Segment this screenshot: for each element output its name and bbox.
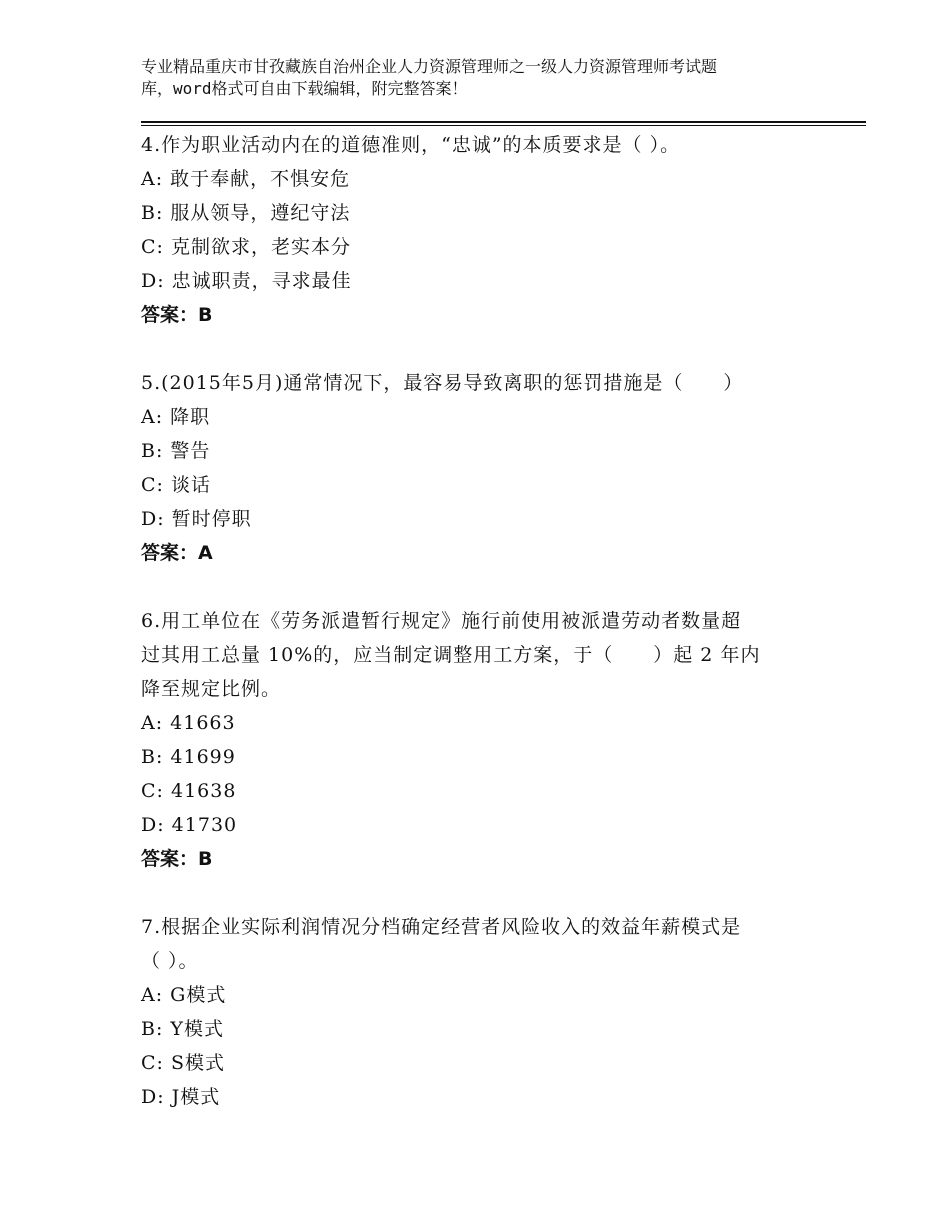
header-line-1: 专业精品重庆市甘孜藏族自治州企业人力资源管理师之一级人力资源管理师考试题 <box>141 57 718 76</box>
stem-line: 4.作为职业活动内在的道德准则，“忠诚”的本质要求是（ ）。 <box>141 134 681 156</box>
question-7 <box>141 910 821 1114</box>
option-d: D: J模式 <box>141 1086 221 1108</box>
question-stem <box>141 910 821 978</box>
answer-label: 答案：A <box>141 542 213 564</box>
option-a: A: 降职 <box>141 406 211 428</box>
stem-line: 5.(2015年5月)通常情况下，最容易导致离职的惩罚措施是（ ） <box>141 372 744 394</box>
stem-line: 降至规定比例。 <box>141 678 282 700</box>
option-c: C: 谈话 <box>141 474 211 496</box>
option-c: C: 克制欲求，老实本分 <box>141 236 351 258</box>
option-d: D: 暂时停职 <box>141 508 252 530</box>
header-rule-thin <box>141 125 866 126</box>
header-rule-thick <box>141 121 866 123</box>
stem-line: 6.用工单位在《劳务派遣暂行规定》施行前使用被派遣劳动者数量超 <box>141 610 742 632</box>
option-b: B: 41699 <box>141 746 236 768</box>
answer-label: 答案：B <box>141 304 213 326</box>
question-6 <box>141 604 821 876</box>
answer-label: 答案：B <box>141 848 213 870</box>
option-a: A: 敢于奉献，不惧安危 <box>141 168 351 190</box>
stem-line: 7.根据企业实际利润情况分档确定经营者风险收入的效益年薪模式是 <box>141 916 742 938</box>
question-5 <box>141 366 821 570</box>
option-b: B: 警告 <box>141 440 211 462</box>
question-stem <box>141 366 821 400</box>
question-list <box>141 128 821 1114</box>
option-a: A: G模式 <box>141 984 227 1006</box>
question-stem <box>141 604 821 706</box>
option-d: D: 41730 <box>141 814 238 836</box>
stem-line: （ ）。 <box>141 950 199 972</box>
option-b: B: Y模式 <box>141 1018 224 1040</box>
question-4 <box>141 128 821 332</box>
question-stem <box>141 128 821 162</box>
document-header <box>141 56 841 100</box>
option-b: B: 服从领导，遵纪守法 <box>141 202 351 224</box>
option-c: C: S模式 <box>141 1052 225 1074</box>
option-c: C: 41638 <box>141 780 237 802</box>
header-line-2: 库，word格式可自由下载编辑，附完整答案！ <box>141 79 468 98</box>
option-a: A: 41663 <box>141 712 236 734</box>
stem-line: 过其用工总量 10%的，应当制定调整用工方案，于（ ）起 2 年内 <box>141 644 761 666</box>
option-d: D: 忠诚职责，寻求最佳 <box>141 270 352 292</box>
